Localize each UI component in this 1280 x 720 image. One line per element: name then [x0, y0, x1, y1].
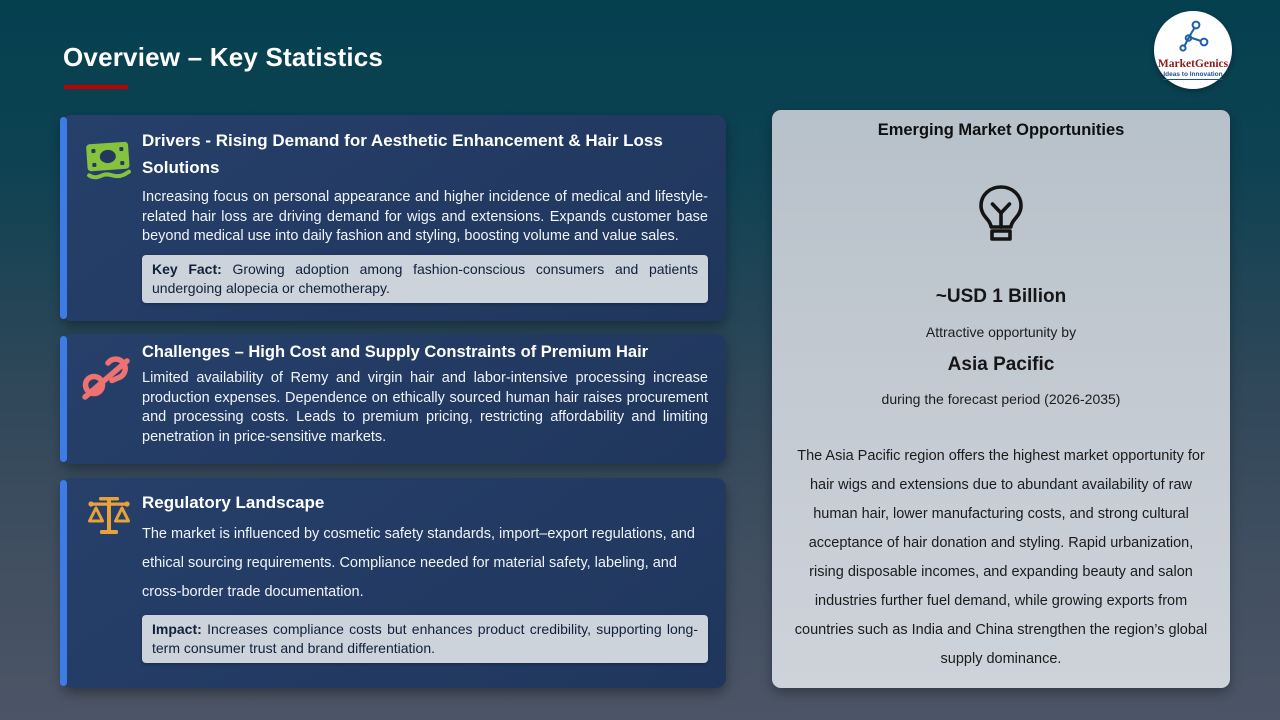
opportunity-subtitle: Attractive opportunity by — [925, 324, 1077, 340]
opportunity-value: ~USD 1 Billion — [935, 286, 1067, 307]
opportunity-region: Asia Pacific — [947, 354, 1055, 375]
key-fact-label: Key Fact: — [152, 260, 222, 277]
opportunity-panel — [772, 110, 1230, 688]
marketgenics-logo — [1154, 11, 1232, 89]
card-body: The market is influenced by cosmetic safety standards, import–export regulations, and ethical sourcing requirements. Compliance needed for material safety, labeling, and cross-border trade documentation. — [142, 526, 695, 600]
impact-box — [142, 615, 708, 663]
scales-icon — [87, 496, 131, 543]
card-title: Challenges – High Cost and Supply Constraints of Premium Hair — [142, 343, 649, 361]
lightbulb-icon — [772, 182, 1230, 255]
logo-tagline: Ideas to Innovation — [1163, 71, 1223, 78]
molecule-icon — [1171, 20, 1215, 57]
card-title: Drivers - Rising Demand for Aesthetic Enhancement & Hair Loss Solutions — [142, 131, 663, 177]
regulatory-card — [62, 478, 726, 688]
impact-label: Impact: — [152, 621, 202, 637]
opportunity-period: during the forecast period (2026-2035) — [881, 391, 1121, 407]
money-icon — [84, 139, 132, 186]
page-title: Overview – Key Statistics — [63, 42, 384, 72]
card-body: Limited availability of Remy and virgin hair and labor-intensive processing increase production expenses. Dependence on ethically sourced human hair raises procurement and processing costs. Leads to premium pricing, restricting affordability and limiting penetration in price-sensitive markets. — [142, 370, 708, 445]
drivers-card — [62, 115, 726, 321]
panel-title: Emerging Market Opportunities — [877, 121, 1125, 139]
logo-name: MarketGenics — [1157, 58, 1229, 70]
impact-text: Increases compliance costs but enhances product credibility, supporting long-term consumer trust and brand differentiation. — [152, 621, 699, 656]
card-accent-bar — [60, 336, 67, 462]
card-body: Increasing focus on personal appearance and higher incidence of medical and lifestyle-related hair loss are driving demand for wigs and extensions. Expands customer base beyond medical use into daily fashion and styling, boosting volume and value sales. — [142, 189, 708, 244]
card-accent-bar — [60, 480, 67, 686]
key-fact-box — [142, 255, 708, 303]
card-accent-bar — [60, 117, 67, 319]
challenges-card — [62, 334, 726, 464]
broken-link-icon — [80, 354, 132, 407]
opportunity-description: The Asia Pacific region offers the highest market opportunity for hair wigs and extensions due to abundant availability of raw human hair, lower manufacturing costs, and strong cultural acceptance of hair donation and styling. Rapid urbanization, rising disposable incomes, and expanding beauty and salon industries further fuel demand, while growing exports from countries such as India and China strengthen the region’s global supply dominance. — [794, 448, 1208, 667]
key-fact-text: Growing adoption among fashion-conscious consumers and patients undergoing alopecia or chemotherapy. — [152, 260, 699, 296]
card-title: Regulatory Landscape — [142, 493, 325, 512]
title-underline — [64, 85, 128, 89]
